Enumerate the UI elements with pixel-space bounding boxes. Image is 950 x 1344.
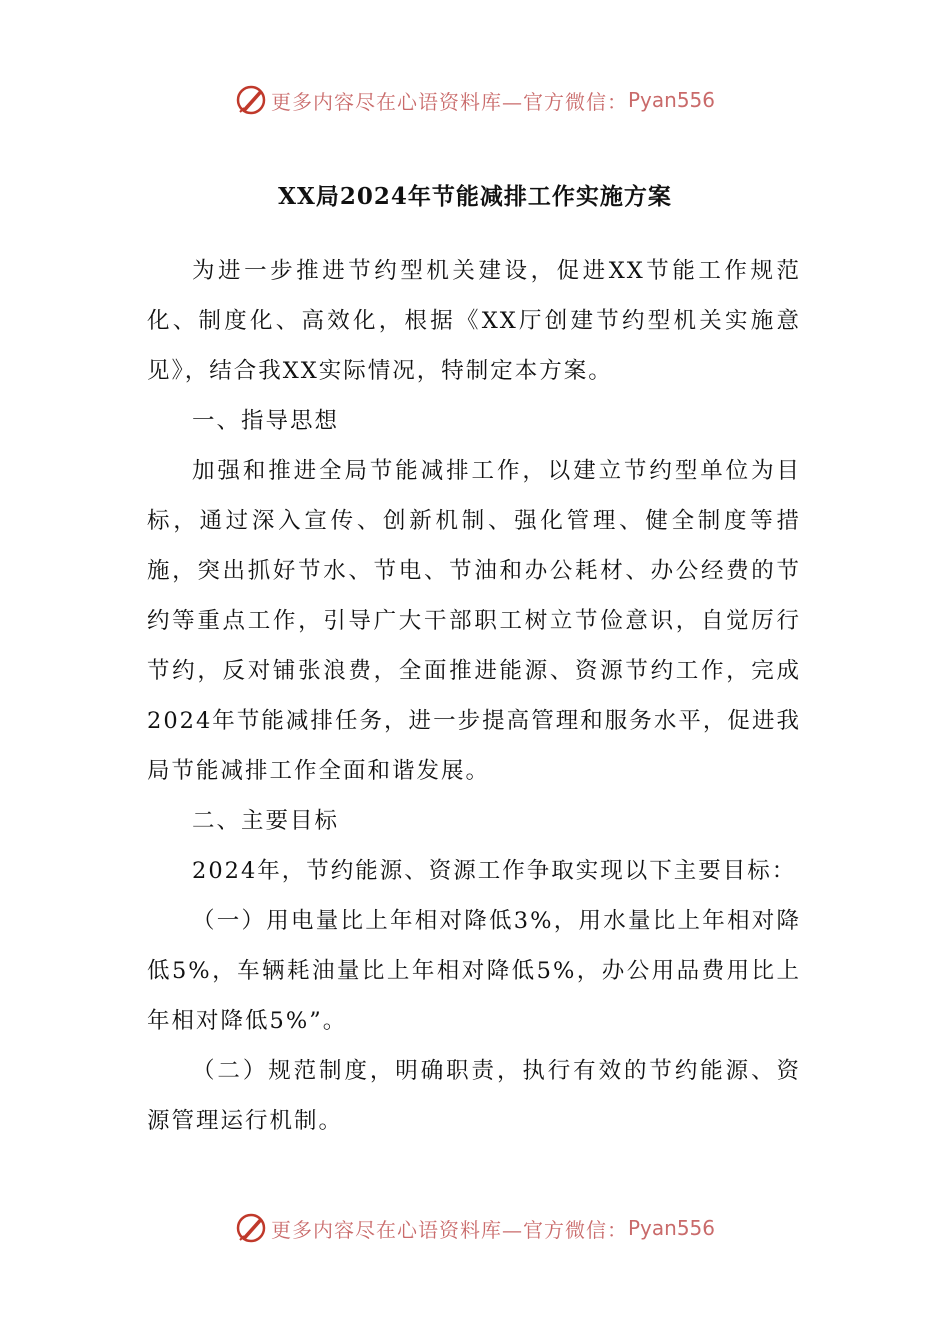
heading-main-goals: 二、主要目标 [192,808,340,834]
document-title: XX局2024年节能减排工作实施方案 [278,183,672,210]
paragraph-goal-1: （一）用电量比上年相对降低3%，用水量比上年相对降低5%，车辆耗油量比上年相对降低5%，办公用品费用比上年相对降低5%”。 [147,908,801,1034]
paragraph-goals-intro: 2024年，节约能源、资源工作争取实现以下主要目标： [192,858,797,884]
quill-logo-icon [235,84,267,116]
paragraph-intro: 为进一步推进节约型机关建设，促进XX节能工作规范化、制度化、高效化，根据《XX厅创建节约型机关实施意见》，结合我XX实际情况，特制定本方案。 [147,258,801,384]
watermark-text: 更多内容尽在心语资料库—官方微信： [270,1217,628,1242]
watermark-top [0,84,950,116]
watermark-wechat-id: Pyan556 [627,1216,715,1240]
watermark-text: 更多内容尽在心语资料库—官方微信： [270,89,628,114]
paragraph-guiding-ideology: 加强和推进全局节能减排工作，以建立节约型单位为目标，通过深入宣传、创新机制、强化管理、健全制度等措施，突出抓好节水、节电、节油和办公耗材、办公经费的节约等重点工作，引导广大干部职工树立节俭意识，自觉厉行节约，反对铺张浪费，全面推进能源、资源节约工作，完成2024年节能减排任务，进一步提高管理和服务水平，促进我局节能减排工作全面和谐发展。 [147,458,801,784]
document-body [147,246,801,1146]
watermark-wechat-id: Pyan556 [627,88,715,112]
watermark-bottom [0,1212,950,1244]
paragraph-goal-2: （二）规范制度，明确职责，执行有效的节约能源、资源管理运行机制。 [147,1058,801,1134]
quill-logo-icon [235,1212,267,1244]
heading-guiding-ideology: 一、指导思想 [192,408,340,434]
